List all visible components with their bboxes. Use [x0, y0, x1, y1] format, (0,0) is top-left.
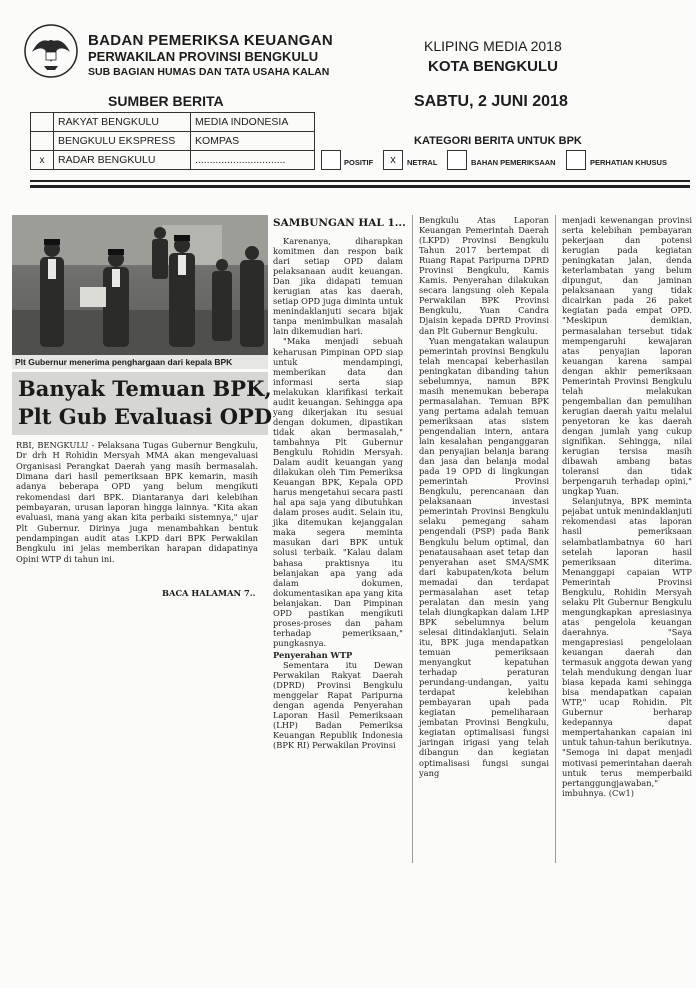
label-perhatian-khusus: PERHATIAN KHUSUS: [590, 158, 667, 167]
source-row: [31, 151, 315, 170]
column-separator: [555, 215, 556, 863]
checkbox-perhatian-khusus[interactable]: [566, 150, 586, 170]
org-branch: PERWAKILAN PROVINSI BENGKULU: [88, 49, 319, 64]
news-photo: [12, 215, 268, 355]
subheading: Penyerahan WTP: [273, 649, 353, 660]
lead-text: RBI, BENGKULU - Pelaksana Tugas Gubernur Bengkulu, Dr drh H Rohidin Mersyah MMA akan mengevaluasi Organisasi Perangkat Daerah yang masih bermasalah. Dimana dari hasil pemeriksaan BPK kemarin, masih adanya beberapa OPD yang belum mengikuti rekomendasi dari BPK. Diantaranya dari kelebihan pembayaran, urusan laporan hingga lainnya. "Kita akan evaluasi, mana yang akan kita perbaiki sistemnya," ujar Plt Gubernur. Dirinya juga menambahkan bentuk pendampingan audit atas LKPD dari BPK Perwakilan Bengkulu ini jelas memberikan harapan didapatinya Opini WTP di tahun ini.: [16, 440, 258, 564]
column-2: [419, 215, 549, 778]
kliping-title: KLIPING MEDIA 2018: [424, 38, 562, 54]
headline-line2: Plt Gub Evaluasi OPD: [18, 404, 273, 429]
headline-line1: Banyak Temuan BPK,: [18, 376, 272, 401]
paragraph: Sementara itu Dewan Perwakilan Rakyat Daerah (DPRD) Provinsi Bengkulu menggelar Rapat Paripurna dengan agenda Penyerahan Laporan Hasil Pemeriksaan (LHP) Badan Pemeriksa Keuangan Republik Indonesia (BPK RI) Perwakilan Provinsi: [273, 659, 403, 751]
org-subdivision: SUB BAGIAN HUMAS DAN TATA USAHA KALAN: [88, 66, 330, 78]
source-mark: x: [31, 151, 54, 170]
city-label: KOTA BENGKULU: [428, 58, 558, 75]
org-name: BADAN PEMERIKSA KEUANGAN: [88, 32, 333, 49]
source-row: [31, 132, 315, 151]
continue-link[interactable]: BACA HALAMAN 7..: [162, 588, 256, 598]
checkbox-bahan-pemeriksaan[interactable]: [447, 150, 467, 170]
source-name: ...............................: [191, 151, 315, 170]
continuation-title: SAMBUNGAN HAL 1...: [273, 217, 406, 229]
label-bahan-pemeriksaan: BAHAN PEMERIKSAAN: [471, 158, 556, 167]
source-table: [30, 112, 315, 170]
photo-caption: Plt Gubernur menerima penghargaan dari kepala BPK: [12, 355, 268, 369]
paragraph: Karenanya, diharapkan komitmen dan respon baik dari setiap OPD dalam pelaksanaan audit keuangan. Dan jika didapati temuan kerugian atas kas daerah, setiap OPD juga diminta untuk menindaklanjuti secara bijak tanpa menimbulkan masalah lain dikemudian hari.: [273, 236, 403, 337]
paragraph: Selanjutnya, BPK meminta pejabat untuk menindaklanjuti rekomendasi atas laporan hasil pemeriksaan selambatlambatnya 60 hari setelah laporan hasil pemeriksaan diterima. Menanggapi capaian WTP Pemerintah Provinsi Bengkulu, Rohidin Mersyah selaku Plt Gubernur Bengkulu mengungkapkan apresiasinya atas pengelola keuangan daerahnya. "Saya mengapresiasi pengelolaan keuangan daerah dan termasuk anggota dewan yang telah mendukung dengan luar biasa kepada kami sehingga bisa mendapatkan capaian WTP," ucap Rohidin. Plt Gubernur berharap kedepannya dapat mempertahankan capaian ini untuk tahun-tahun berikutnya. "Semoga ini dapat menjadi motivasi pemerintahan daerah untuk terus memperbaiki pertanggungjawaban," imbuhnya. (Cw1): [562, 496, 692, 798]
label-positif: POSITIF: [344, 158, 374, 167]
divider: [30, 185, 690, 188]
checkbox-positif[interactable]: [321, 150, 341, 170]
source-name: RAKYAT BENGKULU: [54, 113, 191, 132]
paragraph: menjadi kewenangan provinsi serta kelebihan pembayaran pekerjaan dan potensi kerugian pada kegiatan peningkatan jalan, denda keterlambatan yang belum dipungut, dan jaminan pelaksanaan yang tidak dicairkan pada 26 paket kegiatan pada empat OPD. "Meskipun demikian, permasalahan tersebut tidak mempengaruhi kewajaran atas penyajian laporan keuangan karena sampai dengan akhir pemeriksaan Pemerintah Provinsi Bengkulu telah melakukan pengembalian dan pemulihan kerugian daerah yaitu melalui penyetoran ke kas daerah dengan jumlah yang cukup signifikan. Sehingga, nilai kerugian tersisa masih dibawah ambang batas toleransi dan tidak berpengaruh terhadap opini," ungkap Yuan.: [562, 215, 692, 497]
label-netral: NETRAL: [407, 158, 438, 167]
source-mark: [31, 113, 54, 132]
bpk-garuda-logo: [22, 22, 80, 80]
date-label: SABTU, 2 JUNI 2018: [414, 93, 568, 110]
source-name: RADAR BENGKULU: [54, 151, 191, 170]
divider: [30, 180, 690, 182]
column-1: [273, 236, 403, 750]
source-name: MEDIA INDONESIA: [191, 113, 315, 132]
checkbox-netral[interactable]: x: [383, 150, 403, 170]
headline-box: [12, 372, 273, 435]
source-name: BENGKULU EKSPRESS: [54, 132, 191, 151]
column-3: [562, 215, 692, 798]
paragraph: Yuan mengatakan walaupun pemerintah provinsi Bengkulu telah mencapai keberhasilan peningkatan dibanding tahun sebelumnya, namun BPK masih menemukan beberapa permasalahan. Temuan BPK yang pertama adalah temuan pemeriksaan atas sistem pengendalian intern, antara lain kesalahan penganggaran dan penyajian belanja barang dan jasa dan belanja modal pada 19 OPD di lingkungan pemerintah Provinsi Bengkulu, perencanaan dan pelaksanaan investasi pemerintah Provinsi Bengkulu selaku pemegang saham pengendali (PSP) pada Bank Bengkulu belum optimal, dan penatausahaan aset tetap dan penyerahan aset SMA/SMK dari kabupaten/kota belum memadai dan terdapat permasalahan aset tetap peralatan dan mesin yang telah diungkapkan dalam LHP BPK sebelumnya belum selesai ditindaklanjuti. Selain itu, BPK juga mendapatkan temuan pemeriksaan menyangkut kepatuhan terhadap peraturan perundang-undangan, yaitu terdapat kelebihan pembayaran upah pada kegiatan pemeliharaan jembatan Provinsi Bengkulu, kegiatan optimalisasi fungsi jaringan irigasi yang telah dibangun dan kegiatan optimalisasi fungsi sungai yang: [419, 335, 549, 778]
source-row: [31, 113, 315, 132]
category-title: KATEGORI BERITA UNTUK BPK: [414, 135, 582, 147]
lead-paragraph: [16, 440, 258, 564]
source-name: KOMPAS: [191, 132, 315, 151]
source-title: SUMBER BERITA: [108, 93, 224, 109]
source-mark: [31, 132, 54, 151]
paragraph: "Maka menjadi sebuah keharusan Pimpinan OPD siap untuk mendampingi, memberikan data dan informasi serta siap melakukan klarifikasi terkait audit keuangan. Sehingga apa yang dikerjakan itu sesuai dengan dokumen, dipastikan tidak akan bermasalah," tambahnya Plt Gubernur Bengkulu Rohidin Mersyah. Dalam audit keuangan yang dilakukan oleh Tim Pemeriksa Keuangan BPK, Kepala OPD harus mengetahui secara pasti hal apa saja yang dibutuhkan dalam proses audit. Selain itu, jika ditemukan kejanggalan maka segera meminta masukan dari BPK untuk solusi terbaik. "Kalau dalam bahasa praktisnya itu belanjakan apa yang ada dalam dokumen, dokumentasikan apa yang kita belanjakan. Dan Pimpinan OPD pastikan mengikuti proses-proses dan paham terhadap pemeriksaan," pungkasnya.: [273, 336, 403, 648]
column-separator: [412, 215, 413, 863]
paragraph: Bengkulu Atas Laporan Keuangan Pemerintah Daerah (LKPD) Provinsi Bengkulu Tahun 2017 bertempat di Ruang Rapat Paripurna DPRD Provinsi Bengkulu, Kamis Kamis. Penyerahan dilakukan secara langsung oleh Kepala Perwakilan BPK Provinsi Bengkulu, Yuan Candra Djaisin kepada DPRD Provinsi dan Plt Gubernur Bengkulu.: [419, 215, 549, 336]
